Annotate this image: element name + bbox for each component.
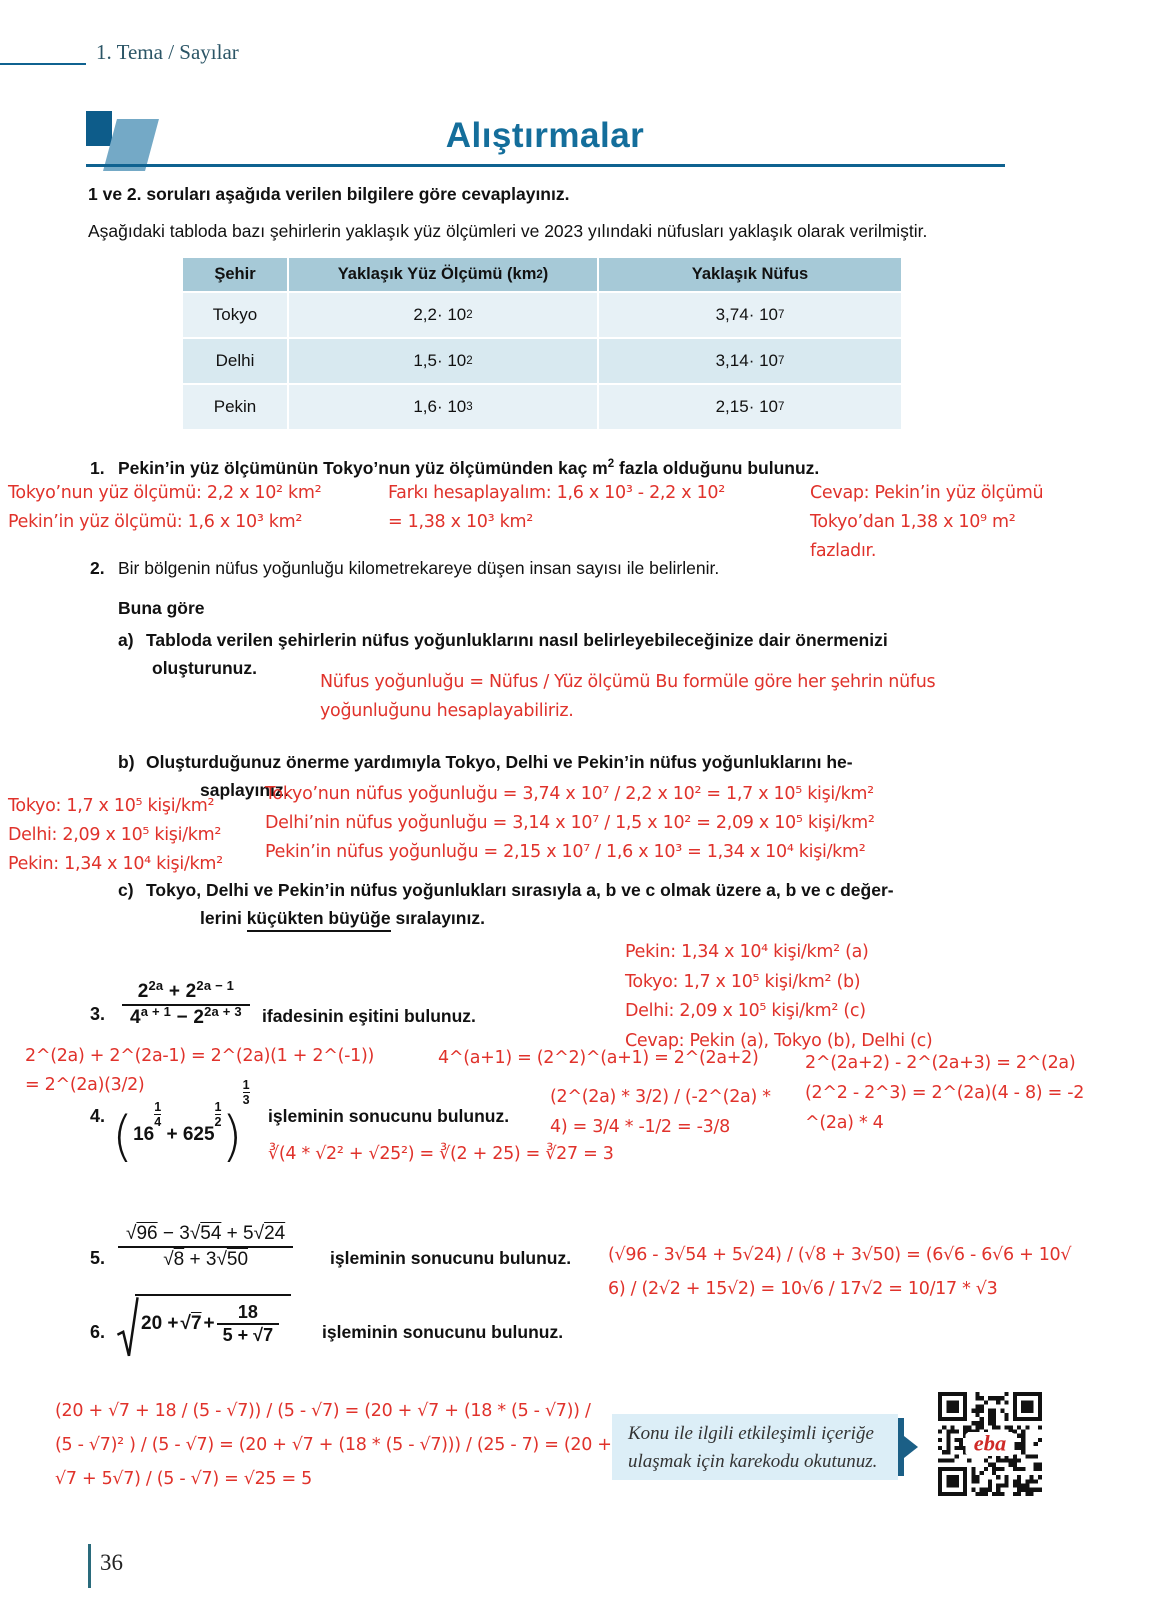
- annotation-line: Pekin’in nüfus yoğunluğu = 2,15 x 10⁷ / 1,6 x 10³ = 1,34 x 10⁴ kişi/km²: [265, 842, 866, 862]
- cell-population: 3,74 · 10 7: [599, 293, 901, 337]
- col-header-population: [599, 258, 901, 291]
- page-number-rule: [88, 1544, 91, 1588]
- fraction: [118, 1222, 293, 1272]
- annotation-line: Pekin: 1,34 x 10⁴ kişi/km² (a): [625, 942, 869, 962]
- q2b-label: b): [118, 752, 135, 772]
- fraction-denominator: [217, 1323, 279, 1346]
- q1-text-after: fazla olduğunu bulunuz.: [614, 458, 820, 478]
- intro-paragraph: Aşağıdaki tabloda bazı şehirlerin yaklaşık yüz ölçümleri ve 2023 yılındaki nüfusları yaklaşık olarak verilmiştir.: [88, 221, 928, 241]
- radicand: 7: [190, 1313, 202, 1334]
- cell-city: Tokyo: [183, 293, 287, 337]
- open-paren: (: [112, 1105, 134, 1168]
- mantissa: 1,6: [413, 397, 437, 416]
- annotation-line: Tokyo: 1,7 x 10⁵ kişi/km²: [8, 796, 215, 816]
- q1-number: 1.: [90, 458, 105, 478]
- exp-num: 1: [242, 1078, 250, 1092]
- term: 4: [130, 1007, 141, 1028]
- q2c-underlined-text: küçükten büyüğe: [247, 908, 391, 932]
- fraction-numerator: [122, 980, 250, 1004]
- breadcrumb-rule: [0, 63, 86, 65]
- times-ten: · 10: [436, 397, 467, 416]
- cell-area: 1,6 · 10 3: [289, 385, 597, 429]
- q1-annotation-col1: [8, 479, 321, 537]
- qr-callout-line2: ulaşmak için karekodu okutunuz.: [628, 1451, 878, 1472]
- radical: [184, 1249, 248, 1270]
- q1-annotation-col3: [810, 479, 1043, 566]
- q3-number: 3.: [90, 1004, 106, 1024]
- annotation-line: Delhi: 2,09 x 10⁵ kişi/km² (c): [625, 1001, 866, 1021]
- radical: [126, 1223, 158, 1244]
- q5-number: 5.: [90, 1248, 106, 1268]
- annotation-line: √7 + 5√7) / (5 - √7) = √25 = 5: [55, 1469, 312, 1489]
- q2c-line2-pre: lerini: [200, 908, 247, 928]
- q2c-line2-post: sıralayınız.: [390, 908, 485, 928]
- mantissa: 1,5: [413, 351, 437, 370]
- base: [133, 1100, 222, 1145]
- table-row: [183, 385, 901, 429]
- fraction: [217, 1302, 279, 1346]
- cell-population: 2,15 · 10 7: [599, 385, 901, 429]
- page-number: 36: [100, 1550, 123, 1575]
- mantissa: 3,74: [715, 305, 749, 324]
- q2b-line2: saplayınız.: [200, 780, 289, 800]
- radicand: 50: [226, 1249, 249, 1270]
- mantissa: 2,2: [413, 305, 437, 324]
- q2b-annotation-right: [265, 780, 875, 867]
- q6-expression: [116, 1294, 291, 1367]
- q2a-annotation: [320, 668, 935, 726]
- term: 2: [137, 981, 149, 1002]
- coefficient: + 5: [221, 1223, 254, 1244]
- q5-fraction: [118, 1222, 293, 1272]
- exponent: a + 1: [140, 1004, 172, 1019]
- col-header-area: Yaklaşık Yüz Ölçümü (km 2 ): [289, 258, 597, 291]
- annotation-line: = 1,38 x 10³ km²: [388, 512, 533, 532]
- times-ten: · 10: [436, 305, 467, 324]
- q1-text-before: Pekin’in yüz ölçümünün Tokyo’nun yüz ölçümünden kaç m: [118, 458, 608, 478]
- radical: [253, 1325, 273, 1345]
- radicand: 7: [263, 1325, 274, 1345]
- q6-annotation: [55, 1394, 612, 1496]
- exp-num: 1: [214, 1100, 222, 1114]
- q3-annotation-mid: 4^(a+1) = (2^2)^(a+1) = 2^(2a+2): [438, 1048, 759, 1068]
- radical: [221, 1223, 285, 1244]
- radicand: 24: [264, 1223, 286, 1244]
- annotation-line: Delhi: 2,09 x 10⁵ kişi/km²: [8, 825, 222, 845]
- title-rule: [86, 164, 1005, 167]
- qr-callout-box: [612, 1414, 898, 1480]
- term: 2: [193, 1007, 205, 1028]
- q1-sup: 2: [607, 458, 615, 471]
- term: 2: [185, 981, 197, 1002]
- exp-den: 4: [154, 1115, 162, 1129]
- q6-text: işleminin sonucunu bulunuz.: [322, 1322, 564, 1342]
- annotation-line: (20 + √7 + 18 / (5 - √7)) / (5 - √7) = (20 + √7 + (18 * (5 - √7)) /: [55, 1401, 591, 1421]
- q2b-annotation-left: [8, 792, 223, 879]
- annotation-line: Cevap: Pekin’in yüz ölçümü: [810, 483, 1044, 503]
- q4-text: işleminin sonucunu bulunuz.: [268, 1106, 510, 1126]
- annotation-line: (2^2 - 2^3) = 2^(2a)(4 - 8) = -2: [805, 1083, 1085, 1103]
- exp-num: 1: [154, 1100, 162, 1114]
- sqrt-sign: √: [180, 1313, 191, 1334]
- q1-annotation-col2: [388, 479, 725, 537]
- cell-area: 2,2 · 10 2: [289, 293, 597, 337]
- radicand: 96: [136, 1223, 158, 1244]
- col-header-area-close: ): [542, 265, 549, 283]
- annotation-line: Cevap: Pekin (a), Tokyo (b), Delhi (c): [625, 1030, 933, 1051]
- operator: +: [203, 1313, 215, 1334]
- page-title: Alıştırmalar: [445, 116, 645, 155]
- exponent: 2a − 1: [196, 978, 235, 993]
- radical: [181, 1313, 202, 1335]
- col-header-city-label: Şehir: [214, 265, 256, 283]
- operator: +: [163, 981, 186, 1002]
- q6-number: 6.: [90, 1322, 106, 1342]
- col-header-area-label: Yaklaşık Yüz Ölçümü (km: [337, 265, 537, 283]
- annotation-line: fazladır.: [810, 541, 877, 561]
- q2a-label: a): [118, 630, 134, 650]
- q1-text: [118, 458, 819, 479]
- times-ten: · 10: [436, 351, 467, 370]
- times-ten: · 10: [748, 351, 778, 370]
- q5-text: işleminin sonucunu bulunuz.: [330, 1248, 572, 1268]
- annotation-line: Tokyo’nun nüfus yoğunluğu = 3,74 x 10⁷ / 2,2 x 10² = 1,7 x 10⁵ kişi/km²: [265, 784, 874, 804]
- qr-code: [938, 1392, 1042, 1496]
- annotation-line: ^(2a) * 4: [805, 1113, 884, 1133]
- term: 20 +: [141, 1313, 179, 1334]
- term: 625: [182, 1124, 215, 1145]
- sqrt-sign: √: [189, 1223, 201, 1244]
- q3-annotation-mid2: [550, 1082, 771, 1142]
- sqrt-sign: √: [126, 1223, 137, 1244]
- q3-text: ifadesinin eşitini bulunuz.: [262, 1006, 476, 1026]
- annotation-line: (√96 - 3√54 + 5√24) / (√8 + 3√50) = (6√6 - 6√6 + 10√: [608, 1245, 1072, 1265]
- fraction-numerator: 18: [237, 1302, 258, 1322]
- fraction-numerator: [118, 1222, 293, 1246]
- annotation-line: (5 - √7)² ) / (5 - √7) = (20 + √7 + (18 * (5 - √7))) / (25 - 7) = (20 +: [55, 1435, 612, 1455]
- radicand-content: [135, 1294, 291, 1346]
- coefficient: + 3: [184, 1249, 217, 1270]
- radicand: 8: [173, 1249, 185, 1270]
- eba-logo: eba: [973, 1430, 1007, 1456]
- col-header-population-label: Yaklaşık Nüfus: [691, 265, 809, 283]
- annotation-line: 2^(2a) + 2^(2a-1) = 2^(2a)(1 + 2^(-1)): [25, 1046, 375, 1066]
- big-radical: [116, 1294, 291, 1362]
- fraction-denominator: [118, 1246, 293, 1272]
- annotation-line: Pekin: 1,34 x 10⁴ kişi/km²: [8, 854, 223, 874]
- q2c-line1: Tokyo, Delhi ve Pekin’in nüfus yoğunlukları sırasıyla a, b ve c olmak üzere a, b ve c değer-: [146, 880, 894, 900]
- outer-exponent-fraction: [243, 1078, 250, 1107]
- table-row: [183, 293, 901, 337]
- q2-number: 2.: [90, 558, 105, 578]
- annotation-line: Tokyo’dan 1,38 x 10⁹ m²: [810, 512, 1016, 532]
- qr-callout-line1: Konu ile ilgili etkileşimli içeriğe: [628, 1423, 874, 1444]
- coefficient: − 3: [157, 1223, 190, 1244]
- q2b-line1: Oluşturduğunuz önerme yardımıyla Tokyo, Delhi ve Pekin’in nüfus yoğunluklarını he-: [146, 752, 853, 772]
- annotation-line: Pekin’in yüz ölçümü: 1,6 x 10³ km²: [8, 512, 303, 532]
- annotation-line: Delhi’nin nüfus yoğunluğu = 3,14 x 10⁷ / 1,5 x 10² = 2,09 x 10⁵ kişi/km²: [265, 813, 875, 833]
- table-header-row: [183, 258, 901, 291]
- q2c-label: c): [118, 880, 134, 900]
- exponent: 2a: [148, 978, 164, 993]
- cell-city: Pekin: [183, 385, 287, 429]
- operator: −: [171, 1007, 194, 1028]
- intro-bold-line: 1 ve 2. soruları aşağıda verilen bilgilere göre cevaplayınız.: [88, 184, 570, 204]
- sqrt-sign: √: [253, 1325, 264, 1345]
- radicand: 54: [200, 1223, 222, 1244]
- cell-population: 3,14 · 10 7: [599, 339, 901, 383]
- fraction: [122, 980, 250, 1030]
- mantissa: 2,15: [715, 397, 749, 416]
- annotation-line: Farkı hesaplayalım: 1,6 x 10³ - 2,2 x 10²: [388, 483, 725, 503]
- cities-table: [183, 258, 901, 431]
- q2c-annotation: [625, 938, 932, 1056]
- q2c-line2: [200, 908, 485, 929]
- cell-area: 1,5 · 10 2: [289, 339, 597, 383]
- qr-arrow-icon: [904, 1436, 918, 1458]
- q3-fraction: [122, 980, 250, 1030]
- q4-annotation: ∛(4 * √2² + √25²) = ∛(2 + 25) = ∛27 = 3: [268, 1144, 614, 1164]
- annotation-line: yoğunluğunu hesaplayabiliriz.: [320, 701, 574, 721]
- q4-number: 4.: [90, 1106, 106, 1126]
- times-ten: · 10: [748, 305, 778, 324]
- term: 5 +: [222, 1325, 254, 1345]
- exp-den: 2: [214, 1115, 222, 1129]
- times-ten: · 10: [748, 397, 778, 416]
- sqrt-sign: √: [253, 1223, 265, 1244]
- radical: [163, 1249, 184, 1270]
- exp-den: 3: [242, 1093, 250, 1107]
- annotation-line: = 2^(2a)(3/2): [25, 1075, 145, 1095]
- q2-lead: Buna göre: [118, 598, 205, 618]
- close-paren: ): [221, 1105, 243, 1168]
- q4-expression: [112, 1078, 250, 1168]
- radical: [158, 1223, 222, 1244]
- table-row: [183, 339, 901, 383]
- sqrt-sign: √: [216, 1249, 227, 1270]
- annotation-line: Nüfus yoğunluğu = Nüfus / Yüz ölçümü Bu formüle göre her şehrin nüfus: [320, 672, 936, 692]
- annotation-line: 6) / (2√2 + 15√2) = 10√6 / 17√2 = 10/17 * √3: [608, 1279, 998, 1299]
- fraction-denominator: [122, 1004, 250, 1030]
- q2-text: Bir bölgenin nüfus yoğunluğu kilometrekareye düşen insan sayısı ile belirlenir.: [118, 558, 720, 578]
- cell-city: Delhi: [183, 339, 287, 383]
- exponent: 2a + 3: [204, 1004, 242, 1019]
- term: 16: [133, 1124, 155, 1145]
- operator: +: [161, 1124, 183, 1145]
- col-header-city: [183, 258, 287, 291]
- sqrt-sign: √: [163, 1249, 174, 1270]
- annotation-line: (2^(2a) * 3/2) / (-2^(2a) *: [550, 1087, 771, 1107]
- q5-annotation: [608, 1238, 1071, 1306]
- annotation-line: 4) = 3/4 * -1/2 = -3/8: [550, 1117, 730, 1137]
- mantissa: 3,14: [715, 351, 749, 370]
- q2a-line1: Tabloda verilen şehirlerin nüfus yoğunluklarını nasıl belirleyebileceğinize dair önermenizi: [146, 630, 888, 650]
- q2a-line2: oluşturunuz.: [152, 658, 257, 678]
- annotation-line: Tokyo’nun yüz ölçümü: 2,2 x 10² km²: [8, 483, 322, 503]
- annotation-line: 2^(2a+2) - 2^(2a+3) = 2^(2a): [805, 1053, 1076, 1073]
- q3-annotation-right: [805, 1048, 1084, 1138]
- annotation-line: Tokyo: 1,7 x 10⁵ kişi/km² (b): [625, 971, 861, 992]
- breadcrumb: 1. Tema / Sayılar: [96, 40, 239, 64]
